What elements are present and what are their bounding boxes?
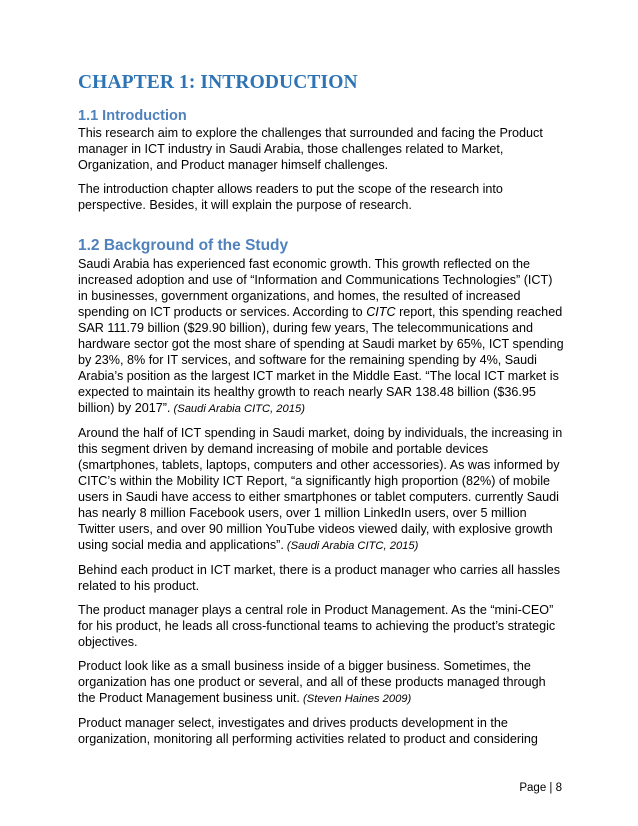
chapter-title: CHAPTER 1: INTRODUCTION (78, 72, 358, 93)
background-paragraph-2 (78, 425, 564, 554)
section-heading-background: 1.2 Background of the Study (78, 237, 289, 254)
page-number: Page | 8 (519, 782, 562, 794)
background-paragraph-1-text-b: report, this spending reached SAR 111.79 billion ($29.90 billion), during few years, The telecommunications and hardware sector got the most share of spending at Saudi market by 65%, ICT spending by 23%, 8% for IT services, and software for the remaining spending by 4%, Saudi Arabia’s position as the largest ICT market in the Middle East. “The local ICT market is expected to maintain its healthy growth to reach nearly SAR 138.48 billion ($36.95 billion) by 2017”. (78, 305, 564, 415)
background-paragraph-1-text-a: Saudi Arabia has experienced fast economic growth. This growth reflected on the increased adoption and use of “Information and Communications Technologies” (ICT) in businesses, government organizations, and homes, the resulted of increased spending on ICT products or services. According to (78, 257, 553, 319)
citation: (Saudi Arabia CITC, 2015) (170, 403, 305, 415)
citc-emphasis: CITC (366, 305, 396, 319)
page-content (78, 72, 564, 755)
background-paragraph-2-text: Around the half of ICT spending in Saudi market, doing by individuals, the increasing in this segment driven by demand increasing of mobile and portable devices (smartphones, tablets, laptops, computers and other accessories). As was informed by CITC’s within the Mobility ICT Report, “a significantly high proportion (82%) of mobile users in Saudi have access to either smartphones or tablet computers. currently Saudi has nearly 8 million Facebook users, over 1 million LinkedIn users, over 5 million Twitter users, and over 90 million YouTube videos viewed daily, with explosive growth using social media and applications”. (78, 426, 563, 552)
background-paragraph-4: The product manager plays a central role in Product Management. As the “mini-CEO” for his product, he leads all cross-functional teams to achieving the product’s strategic objectives. (78, 603, 556, 649)
intro-paragraph-2: The introduction chapter allows readers to put the scope of the research into perspective. Besides, it will explain the purpose of research. (78, 182, 503, 212)
citation: (Steven Haines 2009) (299, 693, 412, 705)
section-heading-introduction: 1.1 Introduction (78, 108, 187, 124)
background-paragraph-3: Behind each product in ICT market, there is a product manager who carries all hassles related to his product. (78, 563, 561, 593)
background-paragraph-6: Product manager select, investigates and drives products development in the organization, monitoring all performing activities related to product and considering (78, 716, 538, 746)
citation: (Saudi Arabia CITC, 2015) (283, 540, 419, 552)
background-paragraph-5 (78, 658, 564, 707)
background-paragraph-5-text: Product look like as a small business inside of a bigger business. Sometimes, the organization has one product or several, and all of these products managed through the Product Management business unit. (78, 659, 546, 705)
intro-paragraph-1: This research aim to explore the challenges that surrounded and facing the Product manager in ICT industry in Saudi Arabia, those challenges related to Market, Organization, and Product manager himself challenges. (78, 126, 543, 172)
background-paragraph-1 (78, 256, 564, 417)
